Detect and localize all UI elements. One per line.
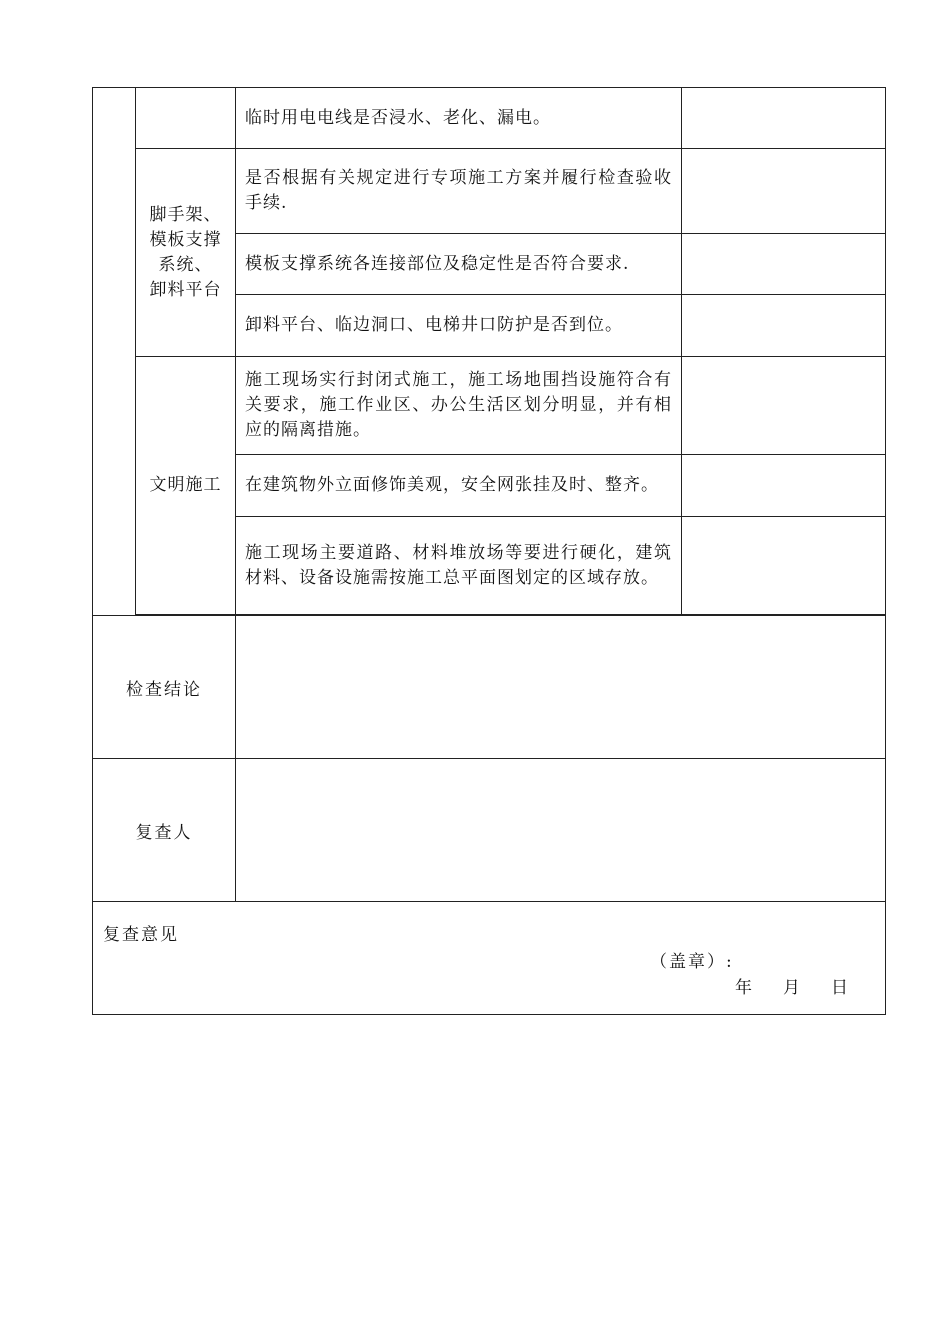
reviewer-row xyxy=(93,759,886,902)
check-item: 施工现场主要道路、材料堆放场等要进行硬化，建筑材料、设备设施需按施工总平面图划定的区域存放。 xyxy=(236,517,682,615)
review-opinion-row xyxy=(93,902,886,1015)
table-row xyxy=(93,88,886,149)
check-item: 在建筑物外立面修饰美观，安全网张挂及时、整齐。 xyxy=(236,455,682,517)
category-line: 模板支撑 xyxy=(149,229,222,250)
outer-category-cell xyxy=(93,88,136,616)
category-scaffold xyxy=(136,149,236,357)
result-cell[interactable] xyxy=(682,88,886,149)
category-cell-empty xyxy=(136,88,236,149)
category-civilized-construction: 文明施工 xyxy=(136,357,236,615)
result-cell[interactable] xyxy=(682,149,886,234)
reviewer-field[interactable] xyxy=(236,759,886,902)
result-cell[interactable] xyxy=(682,517,886,615)
result-cell[interactable] xyxy=(682,234,886,295)
result-cell[interactable] xyxy=(682,295,886,357)
date-month-label: 月 xyxy=(783,978,800,998)
category-line: 脚手架、 xyxy=(149,204,222,225)
table-row xyxy=(93,149,886,234)
result-cell[interactable] xyxy=(682,357,886,455)
date-year-label: 年 xyxy=(735,978,752,998)
reviewer-label: 复查人 xyxy=(93,759,236,902)
category-line: 系统、 xyxy=(158,254,213,275)
check-item: 卸料平台、临边洞口、电梯井口防护是否到位。 xyxy=(236,295,682,357)
seal-label: （盖章）: xyxy=(650,952,734,972)
conclusion-field[interactable] xyxy=(236,616,886,759)
review-opinion-cell[interactable] xyxy=(93,902,886,1015)
inspection-form-table xyxy=(92,87,886,1015)
category-line: 卸料平台 xyxy=(149,279,222,300)
review-opinion-title: 复查意见 xyxy=(103,925,179,945)
conclusion-label: 检查结论 xyxy=(93,616,236,759)
result-cell[interactable] xyxy=(682,455,886,517)
conclusion-row xyxy=(93,616,886,759)
table-row xyxy=(93,357,886,455)
check-item: 模板支撑系统各连接部位及稳定性是否符合要求. xyxy=(236,234,682,295)
date-day-label: 日 xyxy=(831,978,848,998)
check-item: 是否根据有关规定进行专项施工方案并履行检查验收手续. xyxy=(236,149,682,234)
check-item: 施工现场实行封闭式施工，施工场地围挡设施符合有关要求，施工作业区、办公生活区划分明显，并有相应的隔离措施。 xyxy=(236,357,682,455)
check-item: 临时用电电线是否浸水、老化、漏电。 xyxy=(236,88,682,149)
